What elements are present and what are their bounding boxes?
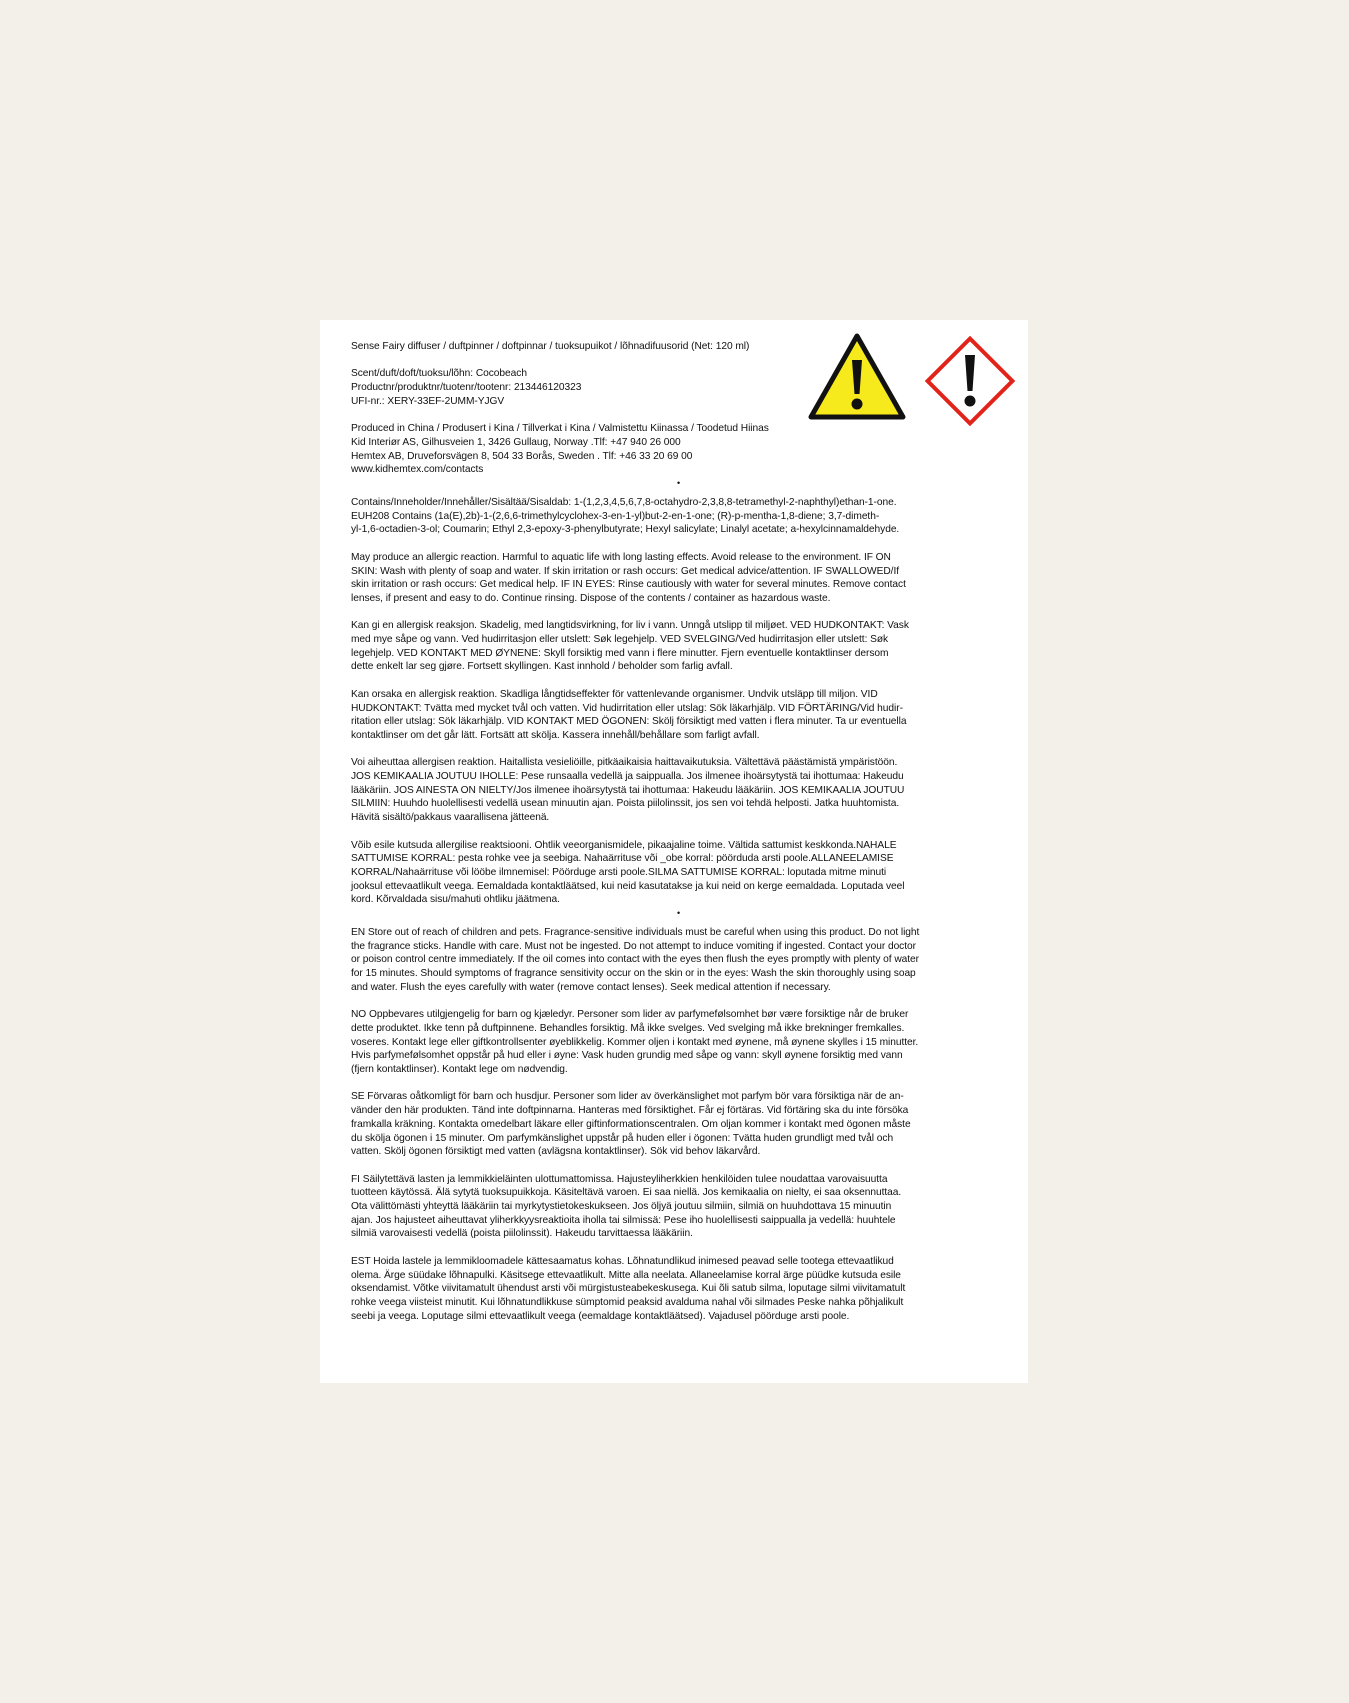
product-line: Sense Fairy diffuser / duftpinner / doftpinnar / tuoksupuikot / lõhnadifuusorid (Net: 120 ml) [351,341,750,352]
text-line: kord. Kõrvaldada sisu/mahuti ohtliku jäätmena. [351,894,560,906]
text-line: rohke veega viisteist minutit. Kui lõhnatundlikkuse sümptomid peaksid avalduma nahal või silmades Peske nahka põhjalikult [351,1296,904,1308]
safety-paragraph [351,1090,1006,1159]
separator-dot: • [676,478,681,488]
text-line: Contains/Inneholder/Innehåller/Sisältää/Sisaldab: 1-(1,2,3,4,5,6,7,8-octahydro-2,3,8,8-tetramethyl-2-naphthyl)ethan-1-one. [351,497,897,508]
company-se-line: Hemtex AB, Druveforsvägen 8, 504 33 Borås, Sweden . Tlf: +46 33 20 69 00 [351,450,693,462]
text-line: SE Förvaras oåtkomligt för barn och husdjur. Personer som lider av överkänslighet mot parfym bör vara försiktiga när de an- [351,1091,904,1103]
text-line: oksendamist. Võtke viivitamatult ühendust arsti või mürgistusteabekeskusega. Kui õli satub silma, loputage silmi viivitamatult [351,1283,906,1295]
safety-paragraph [351,1255,1006,1324]
product-number-line: Productnr/produktnr/tuotenr/tootenr: 213446120323 [351,382,582,394]
safety-section [351,926,1006,1323]
text-line: (fjern kontaktlinser). Kontakt lege om nødvendig. [351,1064,568,1076]
text-line: NO Oppbevares utilgjengelig for barn og kjæledyr. Personer som lider av parfymefølsomhet bør være forsiktige når de bruker [351,1009,909,1021]
text-line: SILMIIN: Huuhdo huolellisesti vedellä usean minuutin ajan. Poista piilolinssit, jos sen voi tehdä helposti. Jatka huuhtomista. [351,798,900,810]
text-line: and water. Flush the eyes carefully with water (remove contact lenses). Seek medical attention if necessary. [351,981,831,993]
text-line: SATTUMISE KORRAL: pesta rohke vee ja seebiga. Nahaärrituse või _obe korral: pöörduda arsti poole.ALLANEELAMISE [351,853,894,865]
text-line: FI Säilytettävä lasten ja lemmikkieläinten ulottumattomissa. Hajusteyliherkkien henkilöiden tulee noudattaa varovaisuutta [351,1173,888,1185]
text-line: Kan orsaka en allergisk reaktion. Skadliga långtidseffekter för vattenlevande organismer. Undvik utsläpp till miljon. VID [351,688,878,700]
text-line: framkalla kräkning. Kontakta omedelbart läkare eller giftinformationscentralen. Om oljan kommer i kontakt med ögonen måste [351,1118,911,1130]
text-line: Hvis parfymefølsomhet oppstår på hud eller i øyne: Vask huden grundig med såpe og vann: skyll øynene forsiktig med vann [351,1050,903,1062]
website-line: www.kidhemtex.com/contacts [351,464,484,476]
text-line: Kan gi en allergisk reaksjon. Skadelig, med langtidsvirkning, for liv i vann. Unngå utslipp til miljøet. VED HUDKONTAKT: Vask [351,620,909,632]
text-line: jooksul ettevaatlikult veega. Eemaldada kontaktläätsed, kui neid kasutatakse ja kui neid on kerge eemaldada. Loputada veel [351,880,905,892]
text-line: EN Store out of reach of children and pets. Fragrance-sensitive individuals must be careful when using this product. Do not light [351,927,920,939]
text-line: for 15 minutes. Should symptoms of fragrance sensitivity occur on the skin or in the eyes: Wash the skin thoroughly using soap [351,968,916,980]
text-line: kontaktlinser om det går lätt. Fortsätt att skölja. Kassera innehåll/behållare som farligt avfall. [351,729,760,741]
text-line: EST Hoida lastele ja lemmikloomadele kättesaamatus kohas. Lõhnatundlikud inimesed peavad selle tootega ettevaatlikud [351,1255,894,1267]
safety-paragraph [351,1008,1006,1077]
safety-paragraph [351,926,1006,995]
text-line: EUH208 Contains (1a(E),2b)-1-(2,6,6-trimethylcyclohex-3-en-1-yl)but-2-en-1-one; (R)-p-mentha-1,8-diene; 3,7-dimeth- [351,510,880,522]
hazard-paragraph [351,756,1006,825]
product-label [320,320,1028,1383]
text-line: yl-1,6-octadien-3-ol; Coumarin; Ethyl 2,3-epoxy-3-phenylbutyrate; Hexyl salicylate; Linalyl acetate; a-hexylcinnamaldehyde. [351,524,900,536]
text-line: Ota välittömästi yhteyttä lääkäriin tai myrkytystietokeskukseen. Jos öljyä joutuu silmiin, silmiä on huuhdottava 15 minuutin [351,1201,892,1213]
text-line: olema. Ärge süüdake lõhnapulki. Käsitsege ettevaatlikult. Mitte alla neelata. Allaneelamise korral ärge püüdke kutsuda esile [351,1269,901,1281]
text-line: dette enkelt lar seg gjøre. Fortsett skyllingen. Kast innhold / beholder som farlig avfall. [351,661,733,673]
scent-line: Scent/duft/doft/tuoksu/lõhn: Cocobeach [351,368,527,380]
separator-dot: • [676,908,681,919]
label-text [351,340,1006,1323]
text-line: silmiä varovaisesti vedellä (poista piilolinssit). Hakeudu tarvittaessa lääkäriin. [351,1228,693,1240]
text-line: Hävitä sisältö/pakkaus vaarallisena jätteenä. [351,812,550,824]
hazard-paragraph [351,551,1006,606]
hazard-paragraph [351,839,1006,908]
text-line: Voi aiheuttaa allergisen reaktion. Haitallista vesieliöille, pitkäaikaisia haittavaikutuksia. Vältettävä päästämistä ympäristöön. [351,757,898,769]
text-line: JOS KEMIKAALIA JOUTUU IHOLLE: Pese runsaalla vedellä ja saippualla. Jos ilmenee ihoärsytystä tai ihottumaa: Hakeudu [351,771,904,782]
hazard-section [351,496,1006,907]
text-line: Võib esile kutsuda allergilise reaktsiooni. Ohtlik veeorganismidele, pikaajaline toime. Vältida sattumist keskkonda.NAHALE [351,839,897,851]
text-line: May produce an allergic reaction. Harmful to aquatic life with long lasting effects. Avoid release to the environment. IF ON [351,551,891,563]
text-line: ajan. Jos hajusteet aiheuttavat yliherkkyysreaktioita iholla tai silmissä: Pese iho huolellisesti saippualla ja vedellä: huuhtele [351,1214,896,1226]
hazard-paragraph [351,688,1006,743]
text-line: seebi ja veega. Loputage silmi ettevaatlikult veega (eemaldage kontaktläätsed). Vajadusel pöörduge arsti poole. [351,1310,850,1322]
text-line: tuotteen käytössä. Älä sytytä tuoksupuikkoja. Käsiteltävä varoen. Ei saa niellä. Jos kemikaalia on nielty, ei saa oksennuttaa. [351,1187,902,1199]
text-line: SKIN: Wash with plenty of soap and water. If skin irritation or rash occurs: Get medical advice/attention. IF SWALLOWED/If [351,565,900,577]
hazard-paragraph [351,619,1006,674]
text-line: skin irritation or rash occurs: Get medical help. IF IN EYES: Rinse cautiously with water for several minutes. Remove contact [351,579,906,591]
text-line: lääkäriin. JOS AINESTA ON NIELTY/Jos ilmenee ihoärsytystä tai ihottumaa: Hakeudu lääkäriin. JOS KEMIKAALIA JOUTUU [351,784,905,796]
text-line: med mye såpe og vann. Ved hudirritasjon eller utslett: Søk legehjelp. VED SVELGING/Ved hudirritasjon eller utslett: Søk [351,634,889,645]
text-line: KORRAL/Nahaärrituse või lööbe ilmnemisel: Pöörduge arsti poole.SILMA SATTUMISE KORRAL: loputada mitme minuti [351,866,887,878]
text-line: or poison control centre immediately. If the oil comes into contact with the eyes then flush the eyes promptly with plenty of water [351,954,920,966]
text-line: du skölja ögonen i 15 minuter. Om parfymkänslighet uppstår på huden eller i ögonen: Tvätta huden grundligt med tvål och [351,1132,894,1144]
company-no-line: Kid Interiør AS, Gilhusveien 1, 3426 Gullaug, Norway .Tlf: +47 940 26 000 [351,436,681,448]
text-line: lenses, if present and easy to do. Continue rinsing. Dispose of the contents / container as hazardous waste. [351,592,831,604]
text-line: the fragrance sticks. Handle with care. Must not be ingested. Do not attempt to induce vomiting if ingested. Contact your doctor [351,940,916,952]
text-line: vatten. Skölj ögonen försiktigt med vatten (avlägsna kontaktlinser). Sök vid behov läkarvård. [351,1146,761,1158]
ufi-line: UFI-nr.: XERY-33EF-2UMM-YJGV [351,395,505,407]
text-line: HUDKONTAKT: Tvätta med mycket tvål och vatten. Vid hudirritation eller utslag: Sök läkarhjälp. VID FÖRTÄRING/Vid hudir- [351,702,903,714]
safety-paragraph [351,1173,1006,1242]
text-line: ritation eller utslag: Sök läkarhjälp. VID KONTAKT MED ÖGONEN: Skölj försiktigt med vatten i flera minuter. Ta ur eventuella [351,716,907,728]
text-line: dette produktet. Ikke tenn på duftpinnene. Behandles forsiktig. Må ikke svelges. Ved svelging må ikke brekninger fremkalles. [351,1022,905,1034]
text-line: voseres. Kontakt lege eller giftkontrollsenter øyeblikkelig. Kommer oljen i kontakt med øynene, må øynene skylles i 15 minutter. [351,1036,919,1048]
hazard-paragraph [351,496,1006,537]
text-line: legehjelp. VED KONTAKT MED ØYNENE: Skyll forsiktig med vann i flere minutter. Fjern eventuelle kontaktlinser dersom [351,647,889,659]
origin-line: Produced in China / Produsert i Kina / Tillverkat i Kina / Valmistettu Kiinassa / Toodetud Hiinas [351,423,769,435]
text-line: vänder den här produkten. Tänd inte doftpinnarna. Hanteras med försiktighet. Får ej förtäras. Vid förtäring ska du inte försöka [351,1105,909,1117]
